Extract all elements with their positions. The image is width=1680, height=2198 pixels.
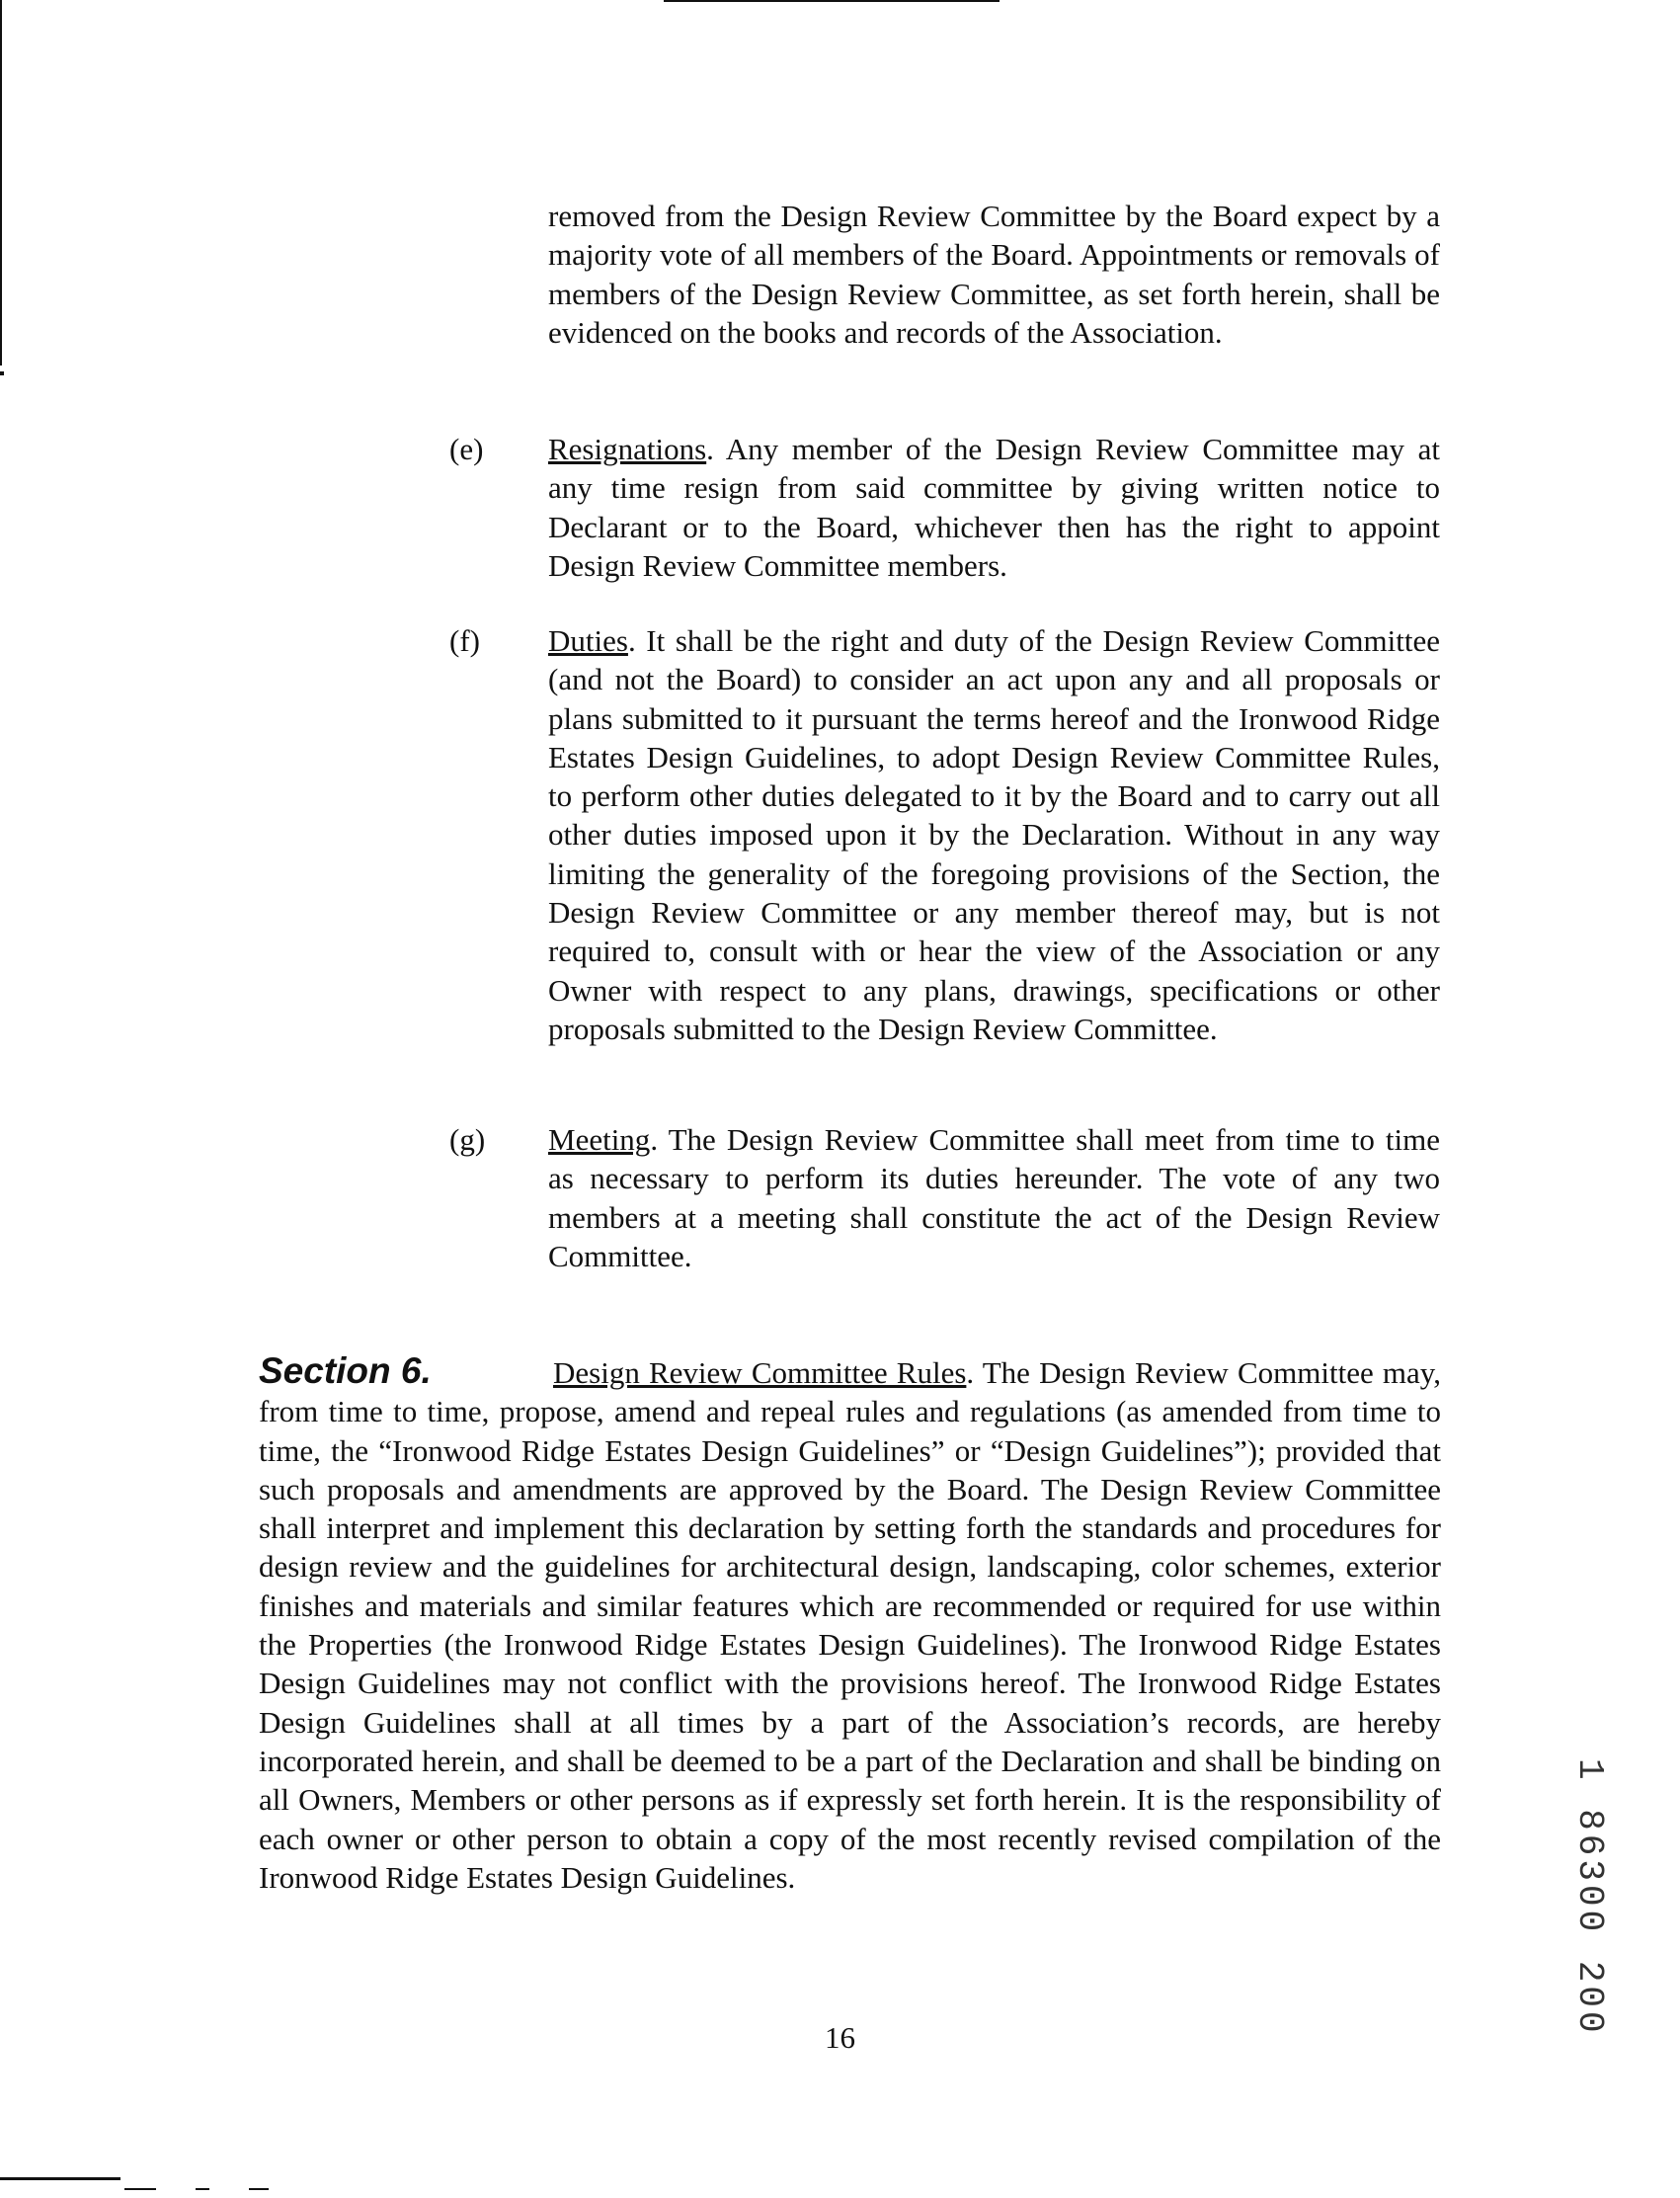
- subsection-heading: Meeting: [548, 1122, 651, 1157]
- section-6-heading: Design Review Committee Rules: [553, 1355, 967, 1390]
- page-number: 16: [825, 2020, 855, 2055]
- scan-bottom-line: [0, 2177, 120, 2180]
- subsection-heading: Resignations: [548, 432, 707, 466]
- scan-left-edge: [0, 0, 2, 366]
- subsection-marker-e: (e): [449, 432, 484, 466]
- scan-top-border: [664, 0, 1000, 2]
- subsection-marker-g: (g): [449, 1122, 486, 1157]
- scan-bottom-dash: [249, 2188, 269, 2190]
- subsection-f-paragraph: [548, 621, 1440, 1048]
- subsection-marker-f: (f): [449, 623, 480, 658]
- subsection-g-paragraph: [548, 1120, 1440, 1275]
- subsection-body: . The Design Review Committee shall meet from time to time as necessary to perform its duties hereunder. The vote of any two members at a meeting shall constitute the act of the Design Review Committee.: [548, 1122, 1440, 1273]
- subsection-body: . Any member of the Design Review Committee may at any time resign from said committee by giving written notice to Declarant or to the Board, whichever then has the right to appoint Design Review Committee members.: [548, 432, 1440, 583]
- continuation-paragraph: removed from the Design Review Committee by the Board expect by a majority vote of all members of the Board. Appointments or removals of members of the Design Review Committee, as set forth herein, shall be evidenced on the books and records of the Association.: [548, 199, 1440, 350]
- subsection-e-paragraph: [548, 430, 1440, 585]
- scan-left-tick: [0, 371, 4, 375]
- scan-bottom-dash: [196, 2188, 209, 2190]
- subsection-heading: Duties: [548, 623, 628, 658]
- section-6-label: Section 6.: [259, 1350, 432, 1391]
- section-6-body: . The Design Review Committee may, from time to time, propose, amend and repeal rules and regulations (as amended from time to time, the “Ironwood Ridge Estates Design Guidelines” or “Design Guidelines”); provided that such proposals and amendments are approved by the Board. The Design Review Committee shall interpret and implement this declaration by setting forth the standards and procedures for design review and the guidelines for architectural design, landscaping, color schemes, exterior finishes and materials and similar features which are recommended or required for use within the Properties (the Ironwood Ridge Estates Design Guidelines). The Ironwood Ridge Estates Design Guidelines may not conflict with the provisions hereof. The Ironwood Ridge Estates Design Guidelines shall at all times by a part of the Association’s records, are hereby incorporated herein, and shall be deemed to be a part of the Declaration and shall be binding on all Owners, Members or other persons as if expressly set forth herein. It is the responsibility of each owner or other person to obtain a copy of the most recently revised compilation of the Ironwood Ridge Estates Design Guidelines.: [259, 1355, 1441, 1895]
- scan-bottom-dash: [124, 2188, 156, 2190]
- section-6-paragraph: [259, 1351, 1441, 1897]
- subsection-body: . It shall be the right and duty of the Design Review Committee (and not the Board) to consider an act upon any and all proposals or plans submitted to it pursuant the terms hereof and the Ironwood Ridge Estates Design Guidelines, to adopt Design Review Committee Rules, to perform other duties delegated to it by the Board and to carry out all other duties imposed upon it by the Declaration. Without in any way limiting the generality of the foregoing provisions of the Section, the Design Review Committee or any member thereof may, but is not required to, consult with or hear the view of the Association or any Owner with respect to any plans, drawings, specifications or other proposals submitted to the Design Review Committee.: [548, 623, 1440, 1046]
- margin-stamp: 1 86300 200: [1569, 1758, 1610, 2037]
